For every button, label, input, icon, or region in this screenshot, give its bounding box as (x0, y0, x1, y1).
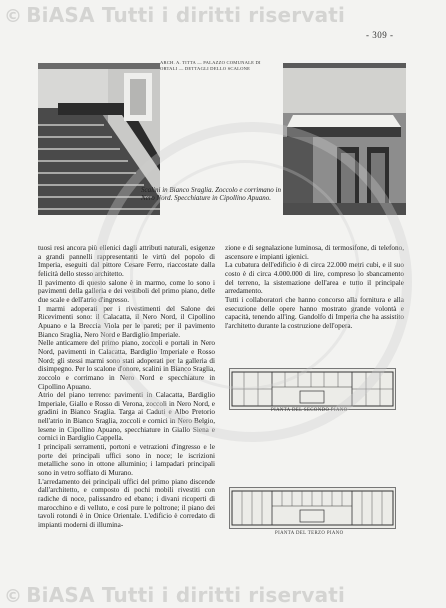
watermark-top: © BiASA Tutti i diritti riservati (4, 3, 346, 27)
watermark-bottom: © BiASA Tutti i diritti riservati (4, 583, 346, 607)
paragraph: tuosi resi ancora più ellenici dagli attributi naturali, esigenze a grandi pannelli rappresentanti le virtù del popolo di Imperia, eseguiti dal pittore Cesare Ferro, riaccostate dalla felicità dello stesso architetto. (38, 244, 215, 278)
paragraph: Nelle anticamere del primo piano, zoccoli e portali in Nero Nord, pavimenti in Calacatta, Bardiglio Imperiale e Rosso Nord; gli stessi marmi sono stati adoperati per la galleria di disimpegno. Per lo scalone d'onore, scalini in Bianco Sraglia, zoccolo e corrimano in Nero Nord e specchiature in Cipollino Apuano. (38, 339, 215, 391)
photo-caption: Scalini in Bianco Sraglia. Zoccolo e corrimano in Nero Nord. Specchiature in Cipollino Apuano. (141, 186, 281, 202)
paragraph: La cubatura dell'edificio è di circa 22.000 metri cubi, e il suo costo è di circa 4.000.000 di lire, compreso lo sbancamento del terreno, la sistemazione dell'area e tutto il principale arredamento. (225, 261, 404, 296)
paragraph: Il pavimento di questo salone è in marmo, come lo sono i pavimenti della galleria e dei vestiboli del primo piano, delle due scale e dell'atrio d'ingresso. (38, 278, 215, 304)
paragraph: Tutti i collaboratori che hanno concorso alla fornitura e alla esecuzione delle opere hanno mostrato grande volontà e capacità, tenendo all'ing. Gandolfo di Imperia che ha assistito l'architetto durante la costruzione dell'opera. (225, 295, 404, 330)
landing-photo (283, 63, 406, 215)
plan-third-label: PIANTA DEL TERZO PIANO (275, 531, 344, 536)
text-column-right (225, 244, 404, 331)
paragraph: I principali serramenti, portoni e vetrazioni d'ingresso e le porte dei principali uffici sono in noce; le iscrizioni metalliche sono in ottone alluminio; i lampadari principali sono in vetro soffiato di Murano. (38, 443, 215, 478)
page-number: - 309 - (366, 30, 394, 40)
paragraph: L'arredamento dei principali uffici del primo piano discende dall'architetto, e composto di pochi mobili rivestiti con radiche di noce, palissandro ed ebano; i divani ricoperti di marocchino e di velluto, e così pure le poltrone; il piano dei tavoli rotondi è in Onice Orientale. L'edificio è corredato di impianti moderni di illumina- (38, 477, 215, 529)
text-column-left (38, 244, 215, 530)
photo-caption-top: ARCH. A. TITTA — PALAZZO COMUNALE DI ORTALI — DETTAGLI DELLO SCALONE (160, 60, 261, 71)
floor-plan-second (229, 368, 396, 410)
plan-second-label: PIANTA DEL SECONDO PIANO (271, 408, 348, 413)
paragraph: zione e di segnalazione luminosa, di termosifone, di telefono, ascensore e impianti igienici. (225, 244, 404, 261)
paragraph: Atrio del piano terreno: pavimenti in Calacatta, Bardiglio Imperiale, Giallo e Rosso di Verona, zoccoli in Nero Nord, e gradini in Bianco Sraglia. Targa ai Caduti e Albo Pretorio nell'atrio in Bianco Sraglia, zoccoli e cornici in Nero Belgio, lesene in Cipollino Apuano, specchiature in Giallo Siena e cornici in Bardiglio Cappella. (38, 391, 215, 443)
floor-plan-third (229, 487, 396, 529)
paragraph: I marmi adoperati per i rivestimenti del Salone dei Ricevimenti sono: il Calacatta, il Nero Nord, il Cipollino Apuano e la Breccia Viola per le pareti; per il pavimento Bianco Sraglia, Nero Nord e Bardiglio Imperiale. (38, 304, 215, 339)
